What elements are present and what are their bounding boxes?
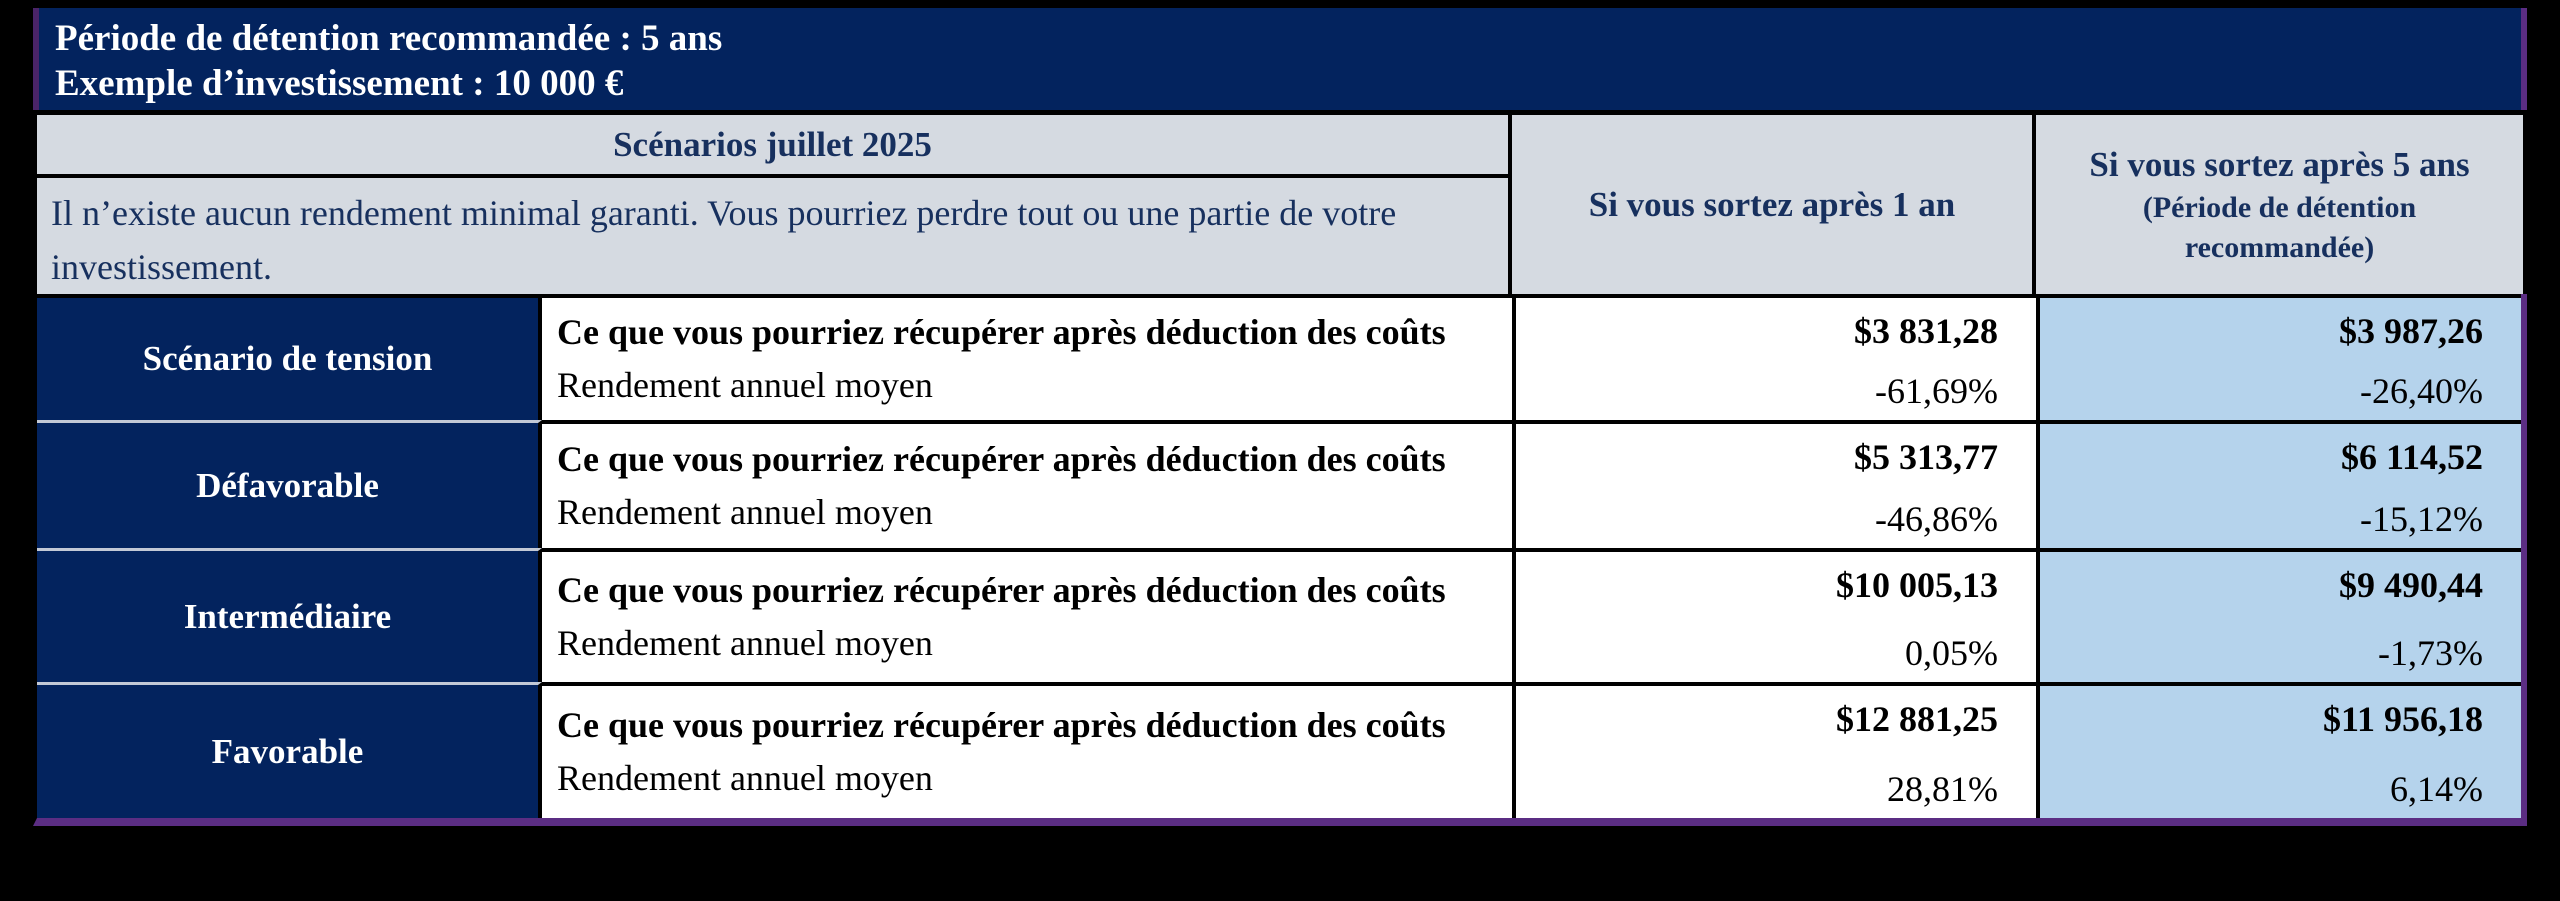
table-row-moderate	[37, 548, 2521, 682]
value-cell-1yr	[1516, 420, 2040, 548]
table-row-favourable	[37, 682, 2521, 818]
amount-5yr: $9 490,44	[2339, 565, 2483, 605]
return-1yr: 0,05%	[1905, 633, 1998, 673]
return-5yr: -1,73%	[2378, 633, 2483, 673]
description-regular: Rendement annuel moyen	[557, 365, 933, 405]
return-5yr: -15,12%	[2360, 499, 2483, 539]
description-bold: Ce que vous pourriez récupérer après déduction des coûts	[557, 705, 1446, 745]
col-header-exit-5-years-sub: (Période de détention recommandée)	[2142, 190, 2417, 264]
scenario-label: Scénario de tension	[37, 294, 542, 420]
value-cell-5yr	[2040, 420, 2521, 548]
amount-5yr: $11 956,18	[2322, 699, 2483, 739]
scenario-description	[542, 420, 1516, 548]
recommended-holding-period: Période de détention recommandée : 5 ans	[55, 18, 723, 59]
performance-scenarios-table	[33, 8, 2527, 826]
value-cell-1yr	[1516, 294, 2040, 420]
value-cell-5yr	[2040, 294, 2521, 420]
return-5yr: -26,40%	[2360, 371, 2483, 411]
amount-5yr: $3 987,26	[2339, 311, 2483, 351]
return-5yr: 6,14%	[2390, 769, 2483, 809]
value-cell-5yr	[2040, 682, 2521, 818]
description-bold: Ce que vous pourriez récupérer après déduction des coûts	[557, 570, 1446, 610]
description-regular: Rendement annuel moyen	[557, 623, 933, 663]
amount-1yr: $12 881,25	[1836, 699, 1998, 739]
table-row-stress	[37, 294, 2521, 420]
amount-1yr: $10 005,13	[1836, 565, 1998, 605]
table-row-unfavourable	[37, 420, 2521, 548]
col-header-exit-5-years-main: Si vous sortez après 5 ans	[2089, 144, 2470, 184]
col-header-exit-1-year: Si vous sortez après 1 an	[1512, 115, 2036, 294]
scenario-label: Favorable	[37, 682, 542, 818]
table-body	[33, 294, 2527, 826]
return-1yr: 28,81%	[1887, 769, 1998, 809]
scenario-label: Défavorable	[37, 420, 542, 548]
description-regular: Rendement annuel moyen	[557, 758, 933, 798]
description-bold: Ce que vous pourriez récupérer après déduction des coûts	[557, 439, 1446, 479]
investment-example: Exemple d’investissement : 10 000 €	[55, 63, 624, 104]
col-header-exit-5-years	[2036, 115, 2523, 294]
scenario-label: Intermédiaire	[37, 548, 542, 682]
description-bold: Ce que vous pourriez récupérer après déduction des coûts	[557, 312, 1446, 352]
title-band	[33, 8, 2527, 110]
amount-5yr: $6 114,52	[2340, 437, 2483, 477]
scenario-description	[542, 682, 1516, 818]
value-cell-1yr	[1516, 682, 2040, 818]
amount-1yr: $5 313,77	[1854, 437, 1998, 477]
header-left-cell	[37, 115, 1512, 294]
value-cell-5yr	[2040, 548, 2521, 682]
table-header	[33, 110, 2527, 294]
scenario-description	[542, 294, 1516, 420]
value-cell-1yr	[1516, 548, 2040, 682]
scenarios-title: Scénarios juillet 2025	[37, 115, 1508, 178]
no-guarantee-disclaimer: Il n’existe aucun rendement minimal garanti. Vous pourriez perdre tout ou une partie de votre investissement.	[51, 193, 1397, 287]
amount-1yr: $3 831,28	[1854, 311, 1998, 351]
return-1yr: -61,69%	[1875, 371, 1998, 411]
return-1yr: -46,86%	[1875, 499, 1998, 539]
scenario-description	[542, 548, 1516, 682]
description-regular: Rendement annuel moyen	[557, 492, 933, 532]
